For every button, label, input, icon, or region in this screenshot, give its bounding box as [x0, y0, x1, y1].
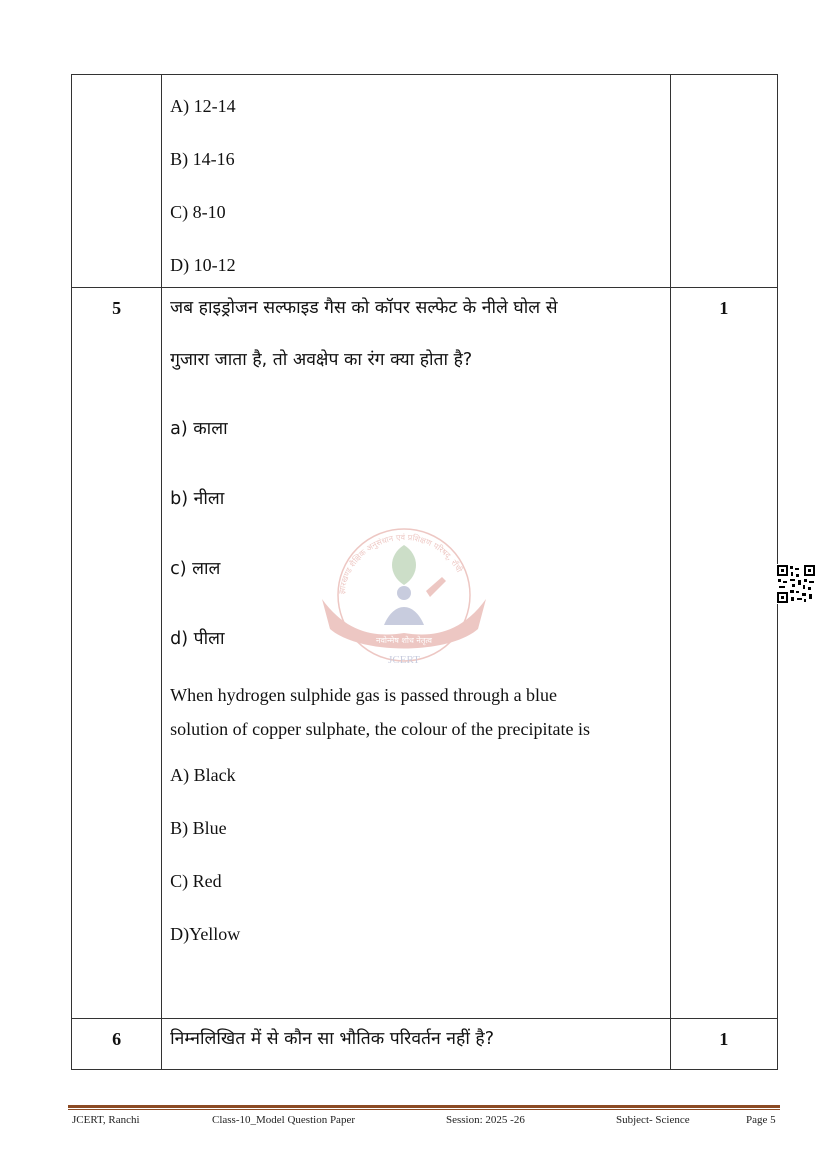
q5-hindi-option-d: d) पीला: [170, 629, 225, 649]
prev-option-d: D) 10-12: [170, 255, 236, 275]
prev-option-b: B) 14-16: [170, 149, 235, 169]
watermark-label: JCERT: [388, 654, 420, 666]
footer-divider-thick: [68, 1105, 780, 1108]
footer-paper: Class-10_Model Question Paper: [212, 1114, 355, 1126]
q5-english-line-2: solution of copper sulphate, the colour of the precipitate is: [170, 719, 591, 739]
q5-english-option-d: D)Yellow: [170, 924, 241, 944]
question-row-6: [72, 1019, 778, 1070]
question-body-6: [162, 1019, 671, 1070]
q6-hindi-text: निम्नलिखित में से कौन सा भौतिक परिवर्तन नहीं है?: [170, 1029, 494, 1049]
footer-org: JCERT, Ranchi: [72, 1114, 140, 1126]
question-marks-5: 1: [670, 288, 777, 1019]
footer-session: Session: 2025 -26: [446, 1114, 525, 1126]
prev-option-c: C) 8-10: [170, 202, 226, 222]
q5-hindi-option-c: c) लाल: [170, 559, 221, 579]
watermark-ribbon-text: नवोन्मेष शोध नेतृत्व: [376, 636, 432, 645]
q5-hindi-option-a: a) काला: [170, 419, 228, 439]
q5-english-line-1: When hydrogen sulphide gas is passed through a blue: [170, 685, 558, 705]
question-table: [71, 74, 778, 1070]
question-body-5: [162, 288, 671, 1019]
question-number-6: 6: [72, 1019, 162, 1070]
q5-english-option-a: A) Black: [170, 765, 236, 785]
q5-hindi-line-2: गुजारा जाता है, तो अवक्षेप का रंग क्या होता है?: [170, 350, 473, 370]
q5-english-option-b: B) Blue: [170, 818, 227, 838]
prev-option-a: A) 12-14: [170, 96, 236, 116]
q5-hindi-line-1: जब हाइड्रोजन सल्फाइड गैस को कॉपर सल्फेट के नीले घोल से: [170, 298, 558, 318]
footer-page: Page 5: [746, 1114, 776, 1126]
q5-hindi-option-b: b) नीला: [170, 489, 225, 509]
footer-divider-thin: [68, 1109, 780, 1110]
prev-question-number-cell: [72, 75, 162, 288]
footer-subject: Subject- Science: [616, 1114, 690, 1126]
prev-question-body: [162, 75, 671, 288]
qr-code-icon: [776, 564, 816, 604]
prev-question-marks-cell: [670, 75, 777, 288]
question-number-5: 5: [72, 288, 162, 1019]
question-row-5: [72, 288, 778, 1019]
q5-english-option-c: C) Red: [170, 871, 222, 891]
prev-question-row: [72, 75, 778, 288]
watermark-arc-text: झारखण्ड शैक्षिक अनुसंधान एवं प्रशिक्षण परिषद्, राँची: [337, 532, 464, 595]
question-marks-6: 1: [670, 1019, 777, 1070]
